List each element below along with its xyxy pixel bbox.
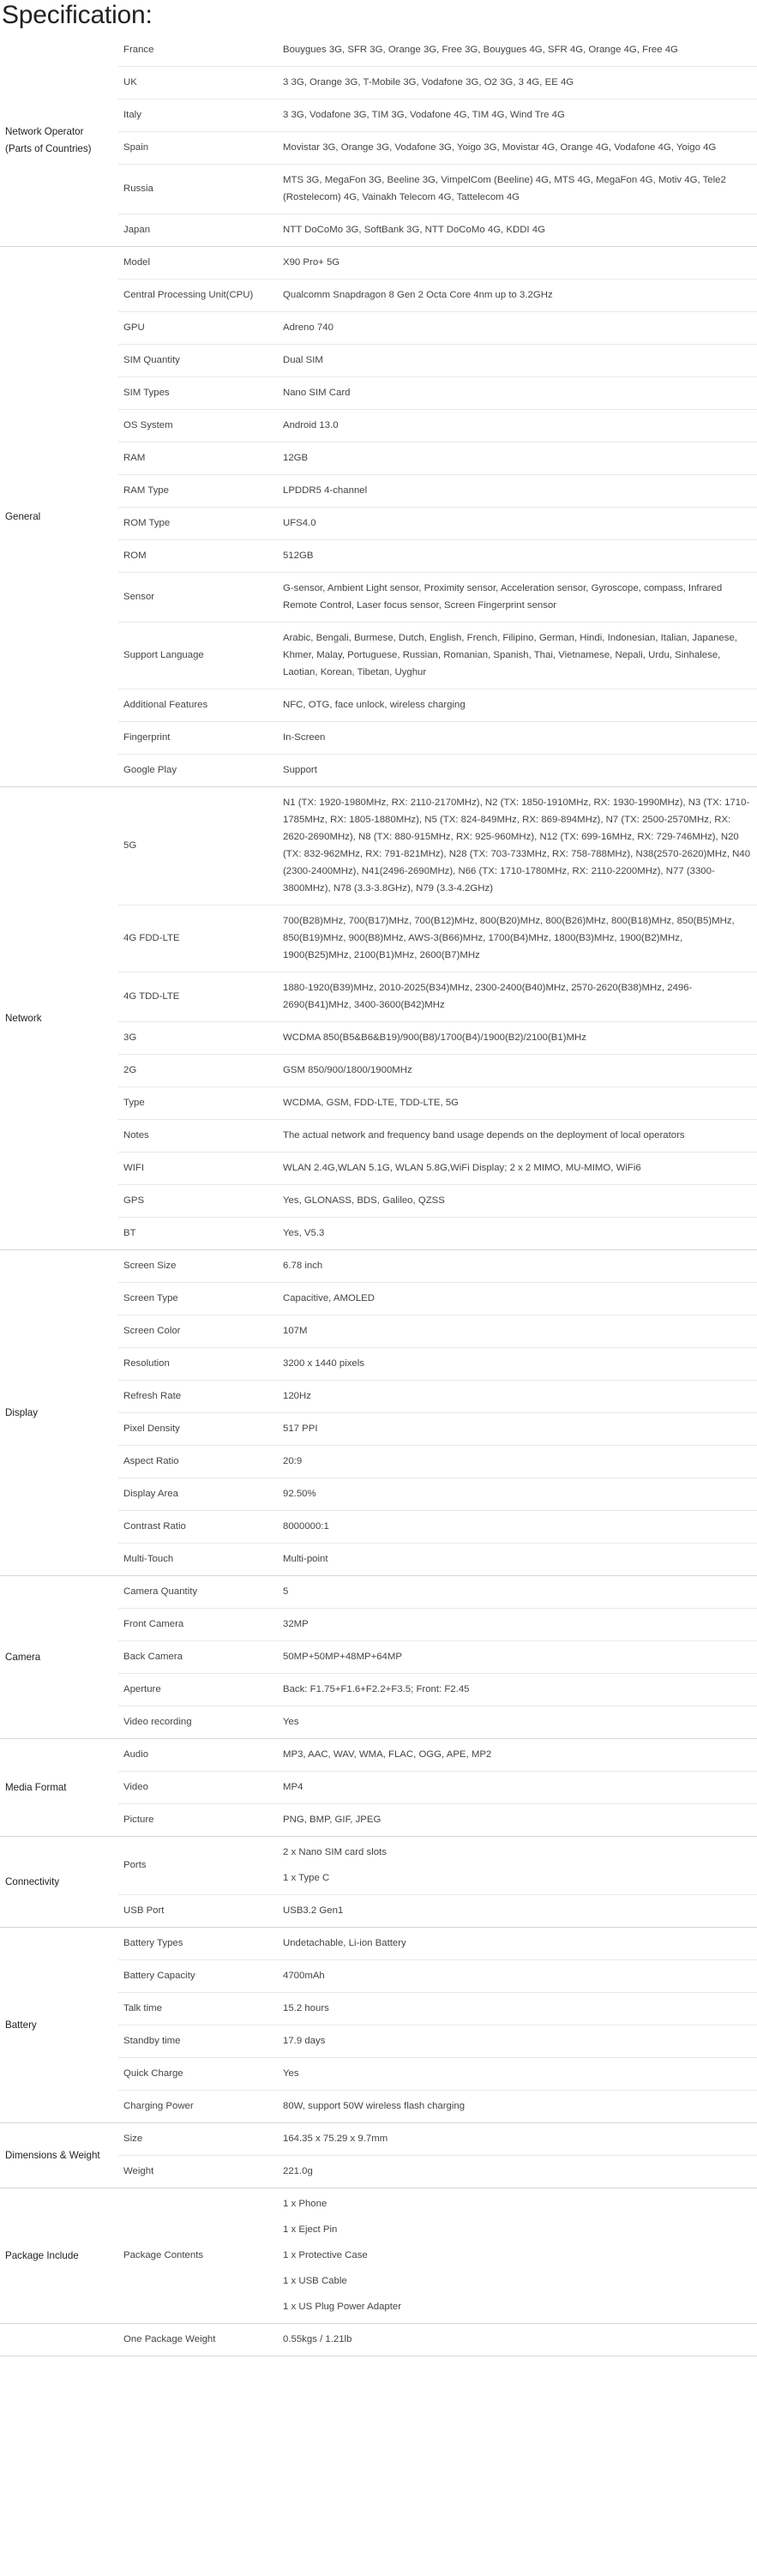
spec-value xyxy=(279,99,757,132)
spec-value xyxy=(279,1609,757,1641)
spec-label: Aspect Ratio xyxy=(118,1446,279,1478)
spec-value xyxy=(279,345,757,377)
spec-value-line: Dual SIM xyxy=(283,355,323,365)
spec-label: RAM Type xyxy=(118,475,279,508)
spec-value xyxy=(279,573,757,623)
spec-value-line: 517 PPI xyxy=(283,1423,318,1434)
spec-label: Russia xyxy=(118,165,279,214)
specification-table-body xyxy=(0,34,757,2356)
spec-label: Audio xyxy=(118,1739,279,1772)
spec-value-line: Movistar 3G, Orange 3G, Vodafone 3G, Yoigo 3G, Movistar 4G, Orange 4G, Vodafone 4G, Yoigo 4G xyxy=(283,142,717,153)
spec-value xyxy=(279,1315,757,1348)
spec-group-name xyxy=(0,2324,118,2356)
spec-value xyxy=(279,1641,757,1674)
spec-label: Central Processing Unit(CPU) xyxy=(118,280,279,312)
spec-group-name: Network Operator (Parts of Countries) xyxy=(0,34,118,247)
spec-row xyxy=(0,34,757,67)
spec-value xyxy=(279,67,757,99)
spec-value-line: WLAN 2.4G,WLAN 5.1G, WLAN 5.8G,WiFi Display; 2 x 2 MIMO, MU-MIMO, WiFi6 xyxy=(283,1163,641,1173)
spec-value xyxy=(279,508,757,540)
spec-label: Italy xyxy=(118,99,279,132)
spec-label: Screen Type xyxy=(118,1283,279,1315)
spec-value-line: 3 3G, Orange 3G, T-Mobile 3G, Vodafone 3G, O2 3G, 3 4G, EE 4G xyxy=(283,77,574,87)
spec-value-line: 32MP xyxy=(283,1619,309,1629)
spec-group-name: Package Include xyxy=(0,2188,118,2324)
spec-value-line: 5 xyxy=(283,1586,289,1597)
spec-value xyxy=(279,1446,757,1478)
spec-label: Standby time xyxy=(118,2025,279,2058)
spec-label: GPU xyxy=(118,312,279,345)
spec-value xyxy=(279,1478,757,1511)
spec-label: France xyxy=(118,34,279,67)
spec-value-line: PNG, BMP, GIF, JPEG xyxy=(283,1815,382,1825)
spec-value xyxy=(279,2058,757,2091)
spec-value xyxy=(279,1185,757,1218)
spec-label: Google Play xyxy=(118,755,279,787)
spec-value xyxy=(279,623,757,689)
spec-label: Front Camera xyxy=(118,1609,279,1641)
spec-value-line: Yes, V5.3 xyxy=(283,1228,325,1238)
spec-group-name: Battery xyxy=(0,1928,118,2123)
spec-value xyxy=(279,1413,757,1446)
spec-label: OS System xyxy=(118,410,279,442)
spec-value xyxy=(279,132,757,165)
spec-value-line: 120Hz xyxy=(283,1391,311,1401)
spec-value-line: 17.9 days xyxy=(283,2036,326,2046)
spec-value xyxy=(279,2188,757,2324)
spec-group-name: Dimensions & Weight xyxy=(0,2123,118,2188)
spec-value-line: 4700mAh xyxy=(283,1971,325,1981)
spec-value xyxy=(279,1511,757,1544)
spec-value xyxy=(279,1706,757,1739)
spec-value-line: 50MP+50MP+48MP+64MP xyxy=(283,1652,402,1662)
spec-value xyxy=(279,1153,757,1185)
spec-label: Quick Charge xyxy=(118,2058,279,2091)
spec-label: BT xyxy=(118,1218,279,1250)
spec-value xyxy=(279,442,757,475)
spec-value-line: 3 3G, Vodafone 3G, TIM 3G, Vodafone 4G, TIM 4G, Wind Tre 4G xyxy=(283,110,565,120)
spec-value-line: Capacitive, AMOLED xyxy=(283,1293,375,1303)
spec-value xyxy=(279,787,757,906)
spec-value xyxy=(279,1283,757,1315)
spec-value-line: Adreno 740 xyxy=(283,322,333,333)
spec-value-line: 1 x US Plug Power Adapter xyxy=(283,2302,402,2312)
spec-label: Charging Power xyxy=(118,2091,279,2123)
spec-value xyxy=(279,280,757,312)
spec-value-line: 8000000:1 xyxy=(283,1521,329,1532)
spec-value xyxy=(279,1120,757,1153)
spec-value-line: MP3, AAC, WAV, WMA, FLAC, OGG, APE, MP2 xyxy=(283,1749,492,1760)
spec-value-line: Support xyxy=(283,765,317,775)
spec-value xyxy=(279,689,757,722)
spec-value xyxy=(279,972,757,1022)
spec-value xyxy=(279,247,757,280)
spec-group-name: Network xyxy=(0,787,118,1250)
spec-value xyxy=(279,540,757,573)
spec-value-line: 92.50% xyxy=(283,1489,316,1499)
spec-value-line: NFC, OTG, face unlock, wireless charging xyxy=(283,700,466,710)
spec-value xyxy=(279,2091,757,2123)
spec-value xyxy=(279,1055,757,1087)
spec-label: Picture xyxy=(118,1804,279,1837)
spec-label: Ports xyxy=(118,1837,279,1895)
spec-label: Size xyxy=(118,2123,279,2156)
spec-value-line: Nano SIM Card xyxy=(283,388,351,398)
spec-value xyxy=(279,1250,757,1283)
spec-value-line: 1 x Eject Pin xyxy=(283,2224,338,2235)
spec-value-line: 164.35 x 75.29 x 9.7mm xyxy=(283,2134,388,2144)
spec-value-line: X90 Pro+ 5G xyxy=(283,257,340,268)
spec-label: WIFI xyxy=(118,1153,279,1185)
spec-value-line: 1 x Type C xyxy=(283,1873,330,1883)
spec-value xyxy=(279,377,757,410)
spec-label: ROM Type xyxy=(118,508,279,540)
spec-label: Support Language xyxy=(118,623,279,689)
spec-group-name: Media Format xyxy=(0,1739,118,1837)
spec-label: Screen Size xyxy=(118,1250,279,1283)
spec-label: RAM xyxy=(118,442,279,475)
spec-label: Package Contents xyxy=(118,2188,279,2324)
spec-row xyxy=(0,247,757,280)
spec-value-line: Back: F1.75+F1.6+F2.2+F3.5; Front: F2.45 xyxy=(283,1684,470,1694)
spec-value-line: 107M xyxy=(283,1326,308,1336)
spec-value-line: MP4 xyxy=(283,1782,303,1792)
spec-label: Fingerprint xyxy=(118,722,279,755)
spec-group-name: Camera xyxy=(0,1576,118,1739)
spec-value xyxy=(279,1218,757,1250)
spec-label: Back Camera xyxy=(118,1641,279,1674)
spec-label: Talk time xyxy=(118,1993,279,2025)
spec-label: Additional Features xyxy=(118,689,279,722)
spec-row xyxy=(0,1250,757,1283)
spec-value-line: Undetachable, Li-ion Battery xyxy=(283,1938,406,1948)
spec-label: Screen Color xyxy=(118,1315,279,1348)
spec-label: Display Area xyxy=(118,1478,279,1511)
spec-value xyxy=(279,2324,757,2356)
spec-value xyxy=(279,1993,757,2025)
spec-label: Spain xyxy=(118,132,279,165)
spec-label: 2G xyxy=(118,1055,279,1087)
spec-value-line: Yes xyxy=(283,1717,299,1727)
spec-value-line: UFS4.0 xyxy=(283,518,316,528)
spec-group-name: General xyxy=(0,247,118,787)
spec-value-line: Yes xyxy=(283,2068,299,2079)
spec-value-line: 15.2 hours xyxy=(283,2003,329,2013)
spec-value xyxy=(279,1739,757,1772)
spec-group-name: Display xyxy=(0,1250,118,1576)
spec-value-line: 512GB xyxy=(283,551,314,561)
spec-value-line: The actual network and frequency band usage depends on the deployment of local operators xyxy=(283,1130,685,1141)
spec-value xyxy=(279,1960,757,1993)
spec-value xyxy=(279,1087,757,1120)
spec-label: Weight xyxy=(118,2156,279,2188)
spec-value xyxy=(279,214,757,247)
spec-value xyxy=(279,906,757,972)
spec-label: Video recording xyxy=(118,1706,279,1739)
spec-label: Resolution xyxy=(118,1348,279,1381)
spec-value-line: WCDMA 850(B5&B6&B19)/900(B8)/1700(B4)/1900(B2)/2100(B1)MHz xyxy=(283,1032,586,1043)
spec-value xyxy=(279,2156,757,2188)
spec-value-line: G-sensor, Ambient Light sensor, Proximity sensor, Acceleration sensor, Gyroscope, compass, Infrared Remote Control, Laser focus sensor, Screen Fingerprint sensor xyxy=(283,583,723,611)
spec-value-line: Qualcomm Snapdragon 8 Gen 2 Octa Core 4nm up to 3.2GHz xyxy=(283,290,553,300)
page-title: Specification: xyxy=(2,1,153,29)
spec-value-line: GSM 850/900/1800/1900MHz xyxy=(283,1065,412,1075)
spec-value-line: 1 x Protective Case xyxy=(283,2250,368,2260)
spec-value xyxy=(279,2025,757,2058)
spec-value xyxy=(279,1544,757,1576)
spec-value-line: Bouygues 3G, SFR 3G, Orange 3G, Free 3G, Bouygues 4G, SFR 4G, Orange 4G, Free 4G xyxy=(283,45,678,55)
spec-value xyxy=(279,1576,757,1609)
spec-value-line: 20:9 xyxy=(283,1456,303,1466)
spec-value-line: 1 x Phone xyxy=(283,2199,327,2209)
spec-row xyxy=(0,1928,757,1960)
spec-value xyxy=(279,1772,757,1804)
spec-label: ROM xyxy=(118,540,279,573)
spec-row xyxy=(0,1576,757,1609)
spec-label: UK xyxy=(118,67,279,99)
spec-label: One Package Weight xyxy=(118,2324,279,2356)
spec-value-line: NTT DoCoMo 3G, SoftBank 3G, NTT DoCoMo 4G, KDDI 4G xyxy=(283,225,545,235)
spec-label: Multi-Touch xyxy=(118,1544,279,1576)
spec-value xyxy=(279,1674,757,1706)
spec-label: Notes xyxy=(118,1120,279,1153)
spec-value-line: 3200 x 1440 pixels xyxy=(283,1358,364,1369)
spec-row xyxy=(0,2324,757,2356)
spec-value xyxy=(279,410,757,442)
spec-label: Sensor xyxy=(118,573,279,623)
spec-value-line: Arabic, Bengali, Burmese, Dutch, English, French, Filipino, German, Hindi, Indonesian, Italian, Japanese, Khmer, Malay, Portuguese, Russian, Romanian, Spanish, Thai, Vietnamese, Nepali, Urdu, Sinhalese, Laotian, Korean, Tibetan, Uyghur xyxy=(283,633,737,677)
spec-value xyxy=(279,1348,757,1381)
spec-value xyxy=(279,1381,757,1413)
spec-label: SIM Types xyxy=(118,377,279,410)
spec-value xyxy=(279,1804,757,1837)
spec-label: Model xyxy=(118,247,279,280)
spec-value-line: 12GB xyxy=(283,453,309,463)
spec-value xyxy=(279,312,757,345)
spec-value xyxy=(279,1837,757,1895)
spec-label: Contrast Ratio xyxy=(118,1511,279,1544)
spec-value xyxy=(279,34,757,67)
spec-value-line: 700(B28)MHz, 700(B17)MHz, 700(B12)MHz, 800(B20)MHz, 800(B26)MHz, 800(B18)MHz, 850(B5)MHz, 850(B19)MHz, 900(B8)MHz, AWS-3(B66)MHz, 1700(B4)MHz, 1800(B3)MHz, 1900(B2)MHz, 1900(B25)MHz, 2100(B1)MHz, 2600(B7)MHz xyxy=(283,916,735,960)
spec-value-line: 1 x USB Cable xyxy=(283,2276,347,2286)
spec-row xyxy=(0,1739,757,1772)
spec-label: 4G TDD-LTE xyxy=(118,972,279,1022)
spec-value xyxy=(279,722,757,755)
spec-label: 5G xyxy=(118,787,279,906)
specification-table xyxy=(0,34,757,2356)
spec-value-line: Android 13.0 xyxy=(283,420,339,430)
spec-value xyxy=(279,2123,757,2156)
spec-value-line: Multi-point xyxy=(283,1554,328,1564)
spec-label: Japan xyxy=(118,214,279,247)
spec-label: USB Port xyxy=(118,1895,279,1928)
spec-label: SIM Quantity xyxy=(118,345,279,377)
spec-value-line: 1880-1920(B39)MHz, 2010-2025(B34)MHz, 2300-2400(B40)MHz, 2570-2620(B38)MHz, 2496-2690(B41)MHz, 3400-3600(B42)MHz xyxy=(283,983,693,1010)
spec-label: Aperture xyxy=(118,1674,279,1706)
spec-label: Video xyxy=(118,1772,279,1804)
spec-value xyxy=(279,755,757,787)
spec-row xyxy=(0,2123,757,2156)
spec-value-line: 0.55kgs / 1.21lb xyxy=(283,2334,352,2344)
spec-value-line: In-Screen xyxy=(283,732,326,743)
spec-row xyxy=(0,787,757,906)
spec-value-line: 6.78 inch xyxy=(283,1261,323,1271)
spec-label: 4G FDD-LTE xyxy=(118,906,279,972)
spec-value-line: MTS 3G, MegaFon 3G, Beeline 3G, VimpelCom (Beeline) 4G, MTS 4G, MegaFon 4G, Motiv 4G, Tele2 (Rostelecom) 4G, Vainakh Telecom 4G, Tattelecom 4G xyxy=(283,175,726,202)
spec-value-line: LPDDR5 4-channel xyxy=(283,485,368,496)
spec-label: Battery Capacity xyxy=(118,1960,279,1993)
spec-value-line: 221.0g xyxy=(283,2166,313,2176)
spec-value-line: WCDMA, GSM, FDD-LTE, TDD-LTE, 5G xyxy=(283,1098,460,1108)
spec-value-line: 80W, support 50W wireless flash charging xyxy=(283,2101,466,2111)
spec-label: Pixel Density xyxy=(118,1413,279,1446)
spec-value-line: USB3.2 Gen1 xyxy=(283,1905,344,1916)
spec-value-line: Yes, GLONASS, BDS, Galileo, QZSS xyxy=(283,1195,445,1206)
spec-group-name: Connectivity xyxy=(0,1837,118,1928)
spec-value xyxy=(279,1928,757,1960)
spec-label: 3G xyxy=(118,1022,279,1055)
spec-label: Camera Quantity xyxy=(118,1576,279,1609)
spec-label: GPS xyxy=(118,1185,279,1218)
spec-value-line: N1 (TX: 1920-1980MHz, RX: 2110-2170MHz), N2 (TX: 1850-1910MHz, RX: 1930-1990MHz), N3 (TX: 1710-1785MHz, RX: 1805-1880MHz), N5 (TX: 824-849MHz, RX: 869-894MHz), N7 (TX: 2500-2570MHz, RX: 2620-2690MHz), N8 (TX: 880-915MHz, RX: 925-960MHz), N12 (TX: 699-16MHz, RX: 729-746MHz), N20 (TX: 832-962MHz, RX: 791-821MHz), N28 (TX: 703-733MHz, RX: 758-788MHz), N38(2570-2620)MHz, N40 (2300-2400MHz), N41(2496-2690MHz), N66 (TX: 1710-1780MHz, RX: 2110-2200MHz), N77 (3300-3800MHz), N78 (3.3-3.8GHz), N79 (3.3-4.2GHz) xyxy=(283,797,751,894)
spec-value xyxy=(279,1895,757,1928)
spec-label: Battery Types xyxy=(118,1928,279,1960)
spec-row xyxy=(0,2188,757,2324)
spec-row xyxy=(0,1837,757,1895)
spec-value xyxy=(279,475,757,508)
spec-label: Type xyxy=(118,1087,279,1120)
spec-value-line: 2 x Nano SIM card slots xyxy=(283,1847,387,1857)
spec-value xyxy=(279,165,757,214)
spec-value xyxy=(279,1022,757,1055)
spec-label: Refresh Rate xyxy=(118,1381,279,1413)
